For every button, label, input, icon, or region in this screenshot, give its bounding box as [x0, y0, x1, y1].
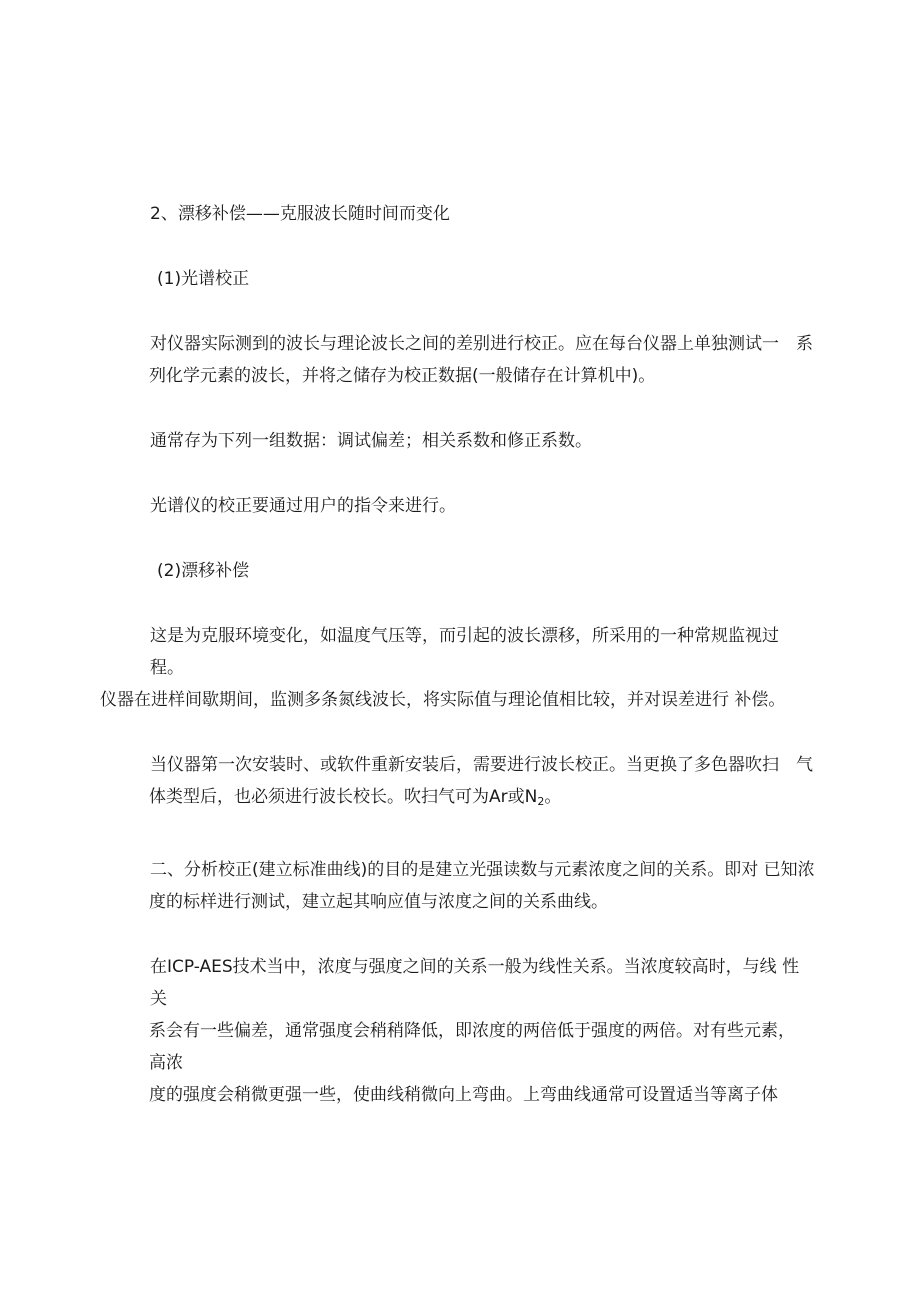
line-text: 体类型后，也必须进行波长校长。吹扫气可为Ar或N	[149, 787, 538, 807]
paragraph-installation	[150, 749, 815, 818]
paragraph-line: 对仪器实际测到的波长与理论波长之间的差别进行校正。应在每台仪器上单独测试一 系	[150, 334, 813, 354]
paragraph-environment-drift	[100, 620, 815, 716]
paragraph-user-command: 光谱仪的校正要通过用户的指令来进行。	[150, 496, 456, 516]
paragraph-line: 系会有一些偏差，通常强度会稍稍降低，即浓度的两倍低于强度的两倍。对有些元素， 高浓	[149, 1021, 809, 1073]
subheading-spectral-calibration: (1)光谱校正	[157, 269, 250, 289]
paragraph-line: 二、分析校正(建立标准曲线)的目的是建立光强读数与元素浓度之间的关系。即对 已知浓	[150, 860, 815, 880]
subscript-2: 2	[537, 795, 545, 808]
paragraph-icp-aes	[150, 951, 815, 1111]
paragraph-line: 度的强度会稍微更强一些，使曲线稍微向上弯曲。上弯曲线通常可设置适当等离子体	[149, 1085, 778, 1105]
paragraph-analysis-calibration	[150, 854, 815, 918]
paragraph-line: 列化学元素的波长，并将之储存为校正数据(一般储存在计算机中)。	[149, 366, 656, 386]
line-end: 。	[544, 787, 562, 807]
paragraph-line	[149, 781, 815, 818]
document-body	[100, 198, 815, 1111]
paragraph-stored-data: 通常存为下列一组数据：调试偏差；相关系数和修正系数。	[150, 431, 592, 451]
paragraph-line: 当仪器第一次安装时、或软件重新安装后，需要进行波长校正。当更换了多色器吹扫 气	[150, 755, 813, 775]
paragraph-line: 这是为克服环境变化，如温度气压等，而引起的波长漂移，所采用的一种常规监视过 程。	[150, 626, 796, 678]
paragraph-calibration	[150, 328, 815, 392]
subheading-drift-compensation: (2)漂移补偿	[157, 561, 250, 581]
paragraph-line: 仪器在进样间歇期间，监测多条氮线波长，将实际值与理论值相比较，并对误差进行 补偿。	[100, 690, 786, 710]
section-heading-drift-compensation: 2、漂移补偿——克服波长随时间而变化	[150, 204, 450, 224]
paragraph-line: 在ICP-AES技术当中，浓度与强度之间的关系一般为线性关系。当浓度较高时，与线 性关	[150, 957, 800, 1009]
paragraph-line: 度的标样进行测试，建立起其响应值与浓度之间的关系曲线。	[149, 892, 608, 912]
